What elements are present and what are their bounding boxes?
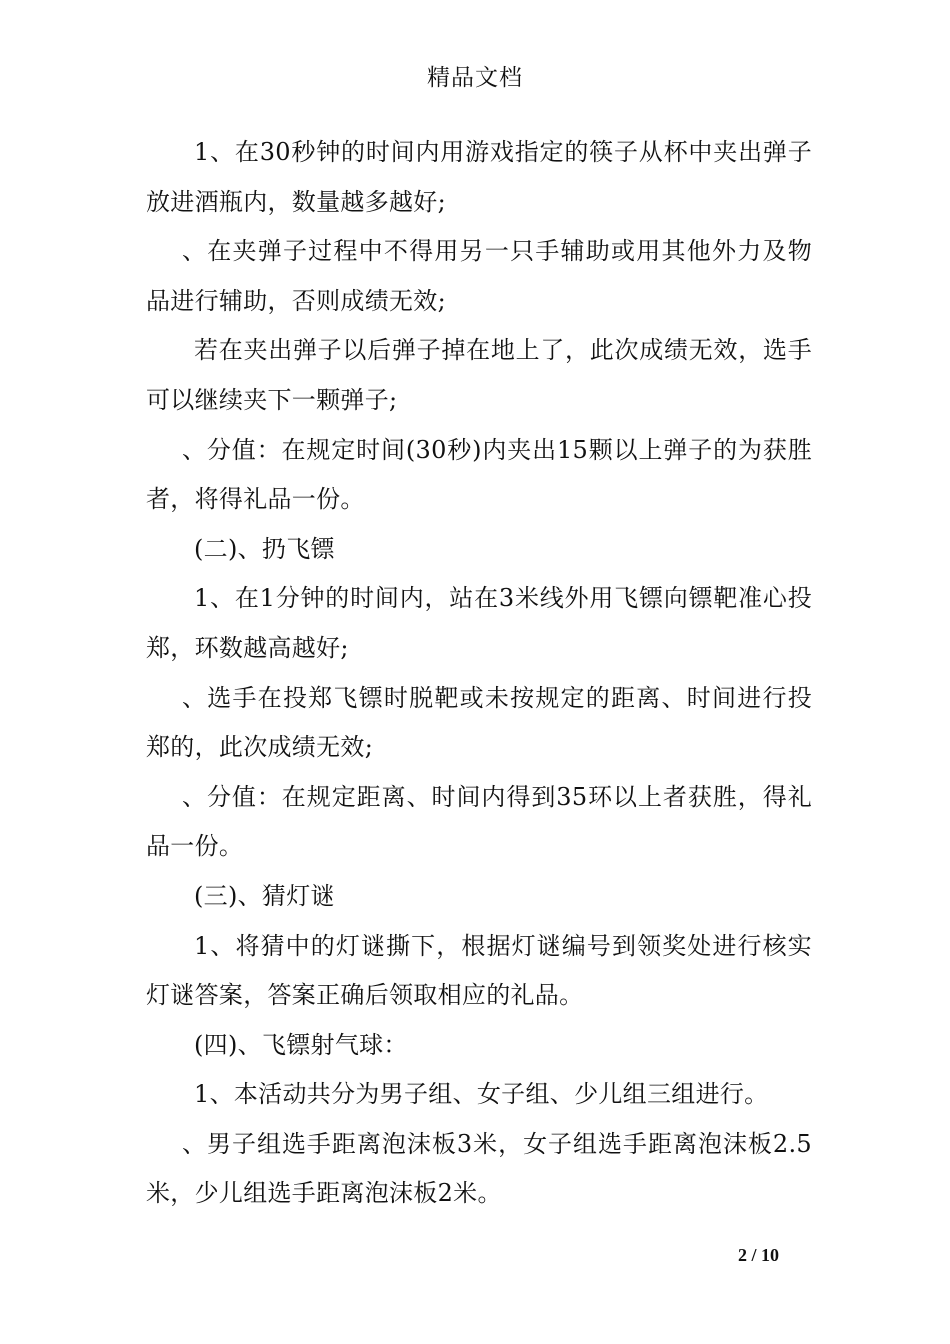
section-heading: (四)、飞镖射气球： [194, 1030, 408, 1059]
paragraph: 1、在1分钟的时间内，站在3米线外用飞镖向镖靶准心投郑，环数越高越好; [146, 584, 812, 662]
section-heading: (三)、猜灯谜 [194, 881, 335, 910]
section-heading: (二)、扔飞镖 [194, 534, 335, 563]
paragraph: 1、将猜中的灯谜撕下，根据灯谜编号到领奖处进行核实灯谜答案，答案正确后领取相应的礼品。 [146, 931, 812, 1010]
document-header: 精品文档 [427, 65, 523, 91]
paragraph: 、分值：在规定时间(30秒)内夹出15颗以上弹子的为获胜者，将得礼品一份。 [146, 435, 812, 514]
paragraph: 、在夹弹子过程中不得用另一只手辅助或用其他外力及物品进行辅助，否则成绩无效; [146, 237, 812, 315]
paragraph: 、男子组选手距离泡沫板3米，女子组选手距离泡沫板2.5米，少儿组选手距离泡沫板2米。 [146, 1129, 812, 1208]
document-body [146, 128, 812, 1219]
paragraph: 、选手在投郑飞镖时脱靶或未按规定的距离、时间进行投郑的，此次成绩无效; [146, 683, 812, 762]
paragraph: 、分值：在规定距离、时间内得到35环以上者获胜，得礼品一份。 [146, 782, 812, 861]
paragraph: 若在夹出弹子以后弹子掉在地上了，此次成绩无效，选手可以继续夹下一颗弹子; [146, 336, 812, 414]
paragraph: 1、本活动共分为男子组、女子组、少儿组三组进行。 [194, 1080, 769, 1109]
page-number: 2 / 10 [738, 1245, 780, 1265]
paragraph: 1、在30秒钟的时间内用游戏指定的筷子从杯中夹出弹子放进酒瓶内，数量越多越好; [146, 138, 812, 216]
